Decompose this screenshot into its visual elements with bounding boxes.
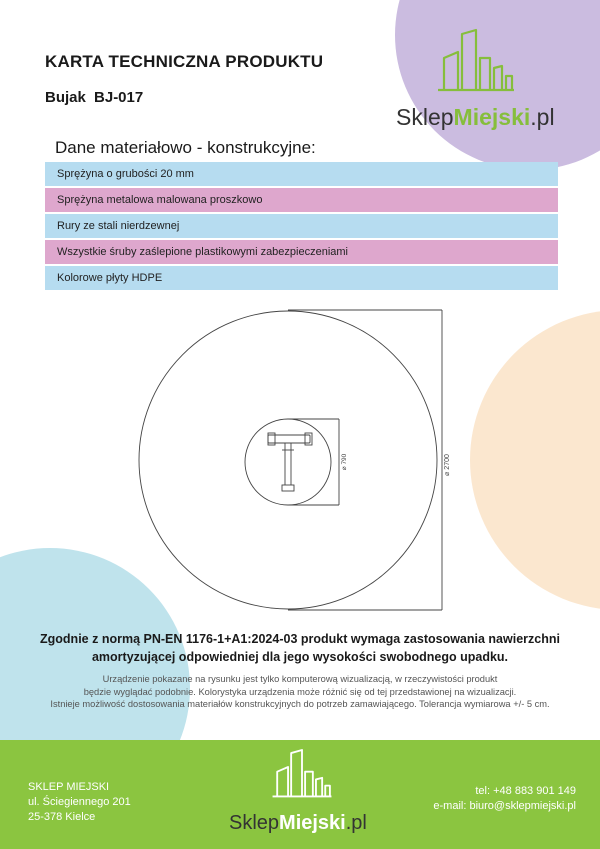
company-city: 25-378 Kielce (28, 811, 96, 823)
company-address (28, 780, 131, 825)
norm-notice: Zgodnie z normą PN-EN 1176-1+A1:2024-03 produkt wymaga zastosowania nawierzchni amortyzującej odpowiedniej dla jego wysokości swobodnego upadku. (40, 632, 560, 664)
city-buildings-logo-icon (436, 28, 516, 94)
material-item: Sprężyna o grubości 20 mm (45, 162, 558, 186)
company-name: SKLEP MIEJSKI (28, 781, 110, 793)
technical-drawing-top-view (135, 300, 465, 620)
contact-info (433, 784, 576, 814)
footer (0, 740, 600, 849)
material-item: Wszystkie śruby zaślepione plastikowymi zabezpieczeniami (45, 240, 558, 264)
material-item: Rury ze stali nierdzewnej (45, 214, 558, 238)
materials-section-title: Dane materiałowo - konstrukcyjne: (55, 138, 316, 157)
inner-diameter-label: ⌀ 790 (341, 453, 348, 471)
materials-list (45, 162, 558, 292)
document-title: KARTA TECHNICZNA PRODUKTU (45, 52, 324, 71)
disclaimer-text: Urządzenie pokazane na rysunku jest tylko komputerową wizualizacją, w rzeczywistości produkt będzie wyglądać podobnie. Kolorystyka urządzenia może różnić się od tej przedstawionej na wizualizacji. Istnieje możliwość dostosowania materiałów konstrukcyjnych do potrzeb zamawiającego. Tolerancja wymiarowa +/- 5 cm. (50, 674, 550, 709)
phone-number[interactable]: tel: +48 883 901 149 (475, 785, 576, 797)
product-name: Bujak BJ-017 (45, 89, 144, 106)
city-buildings-logo-icon (271, 746, 333, 802)
email-address[interactable]: e-mail: biuro@sklepmiejski.pl (433, 800, 576, 812)
outer-diameter-label: ⌀ 2700 (444, 454, 451, 476)
company-street: ul. Ściegiennego 201 (28, 796, 131, 808)
material-item: Kolorowe płyty HDPE (45, 266, 558, 290)
brand-logo-text: SklepMiejski.pl (396, 104, 555, 130)
material-item: Sprężyna metalowa malowana proszkowo (45, 188, 558, 212)
decorative-peach-circle (470, 310, 600, 610)
footer-brand-logo-text: SklepMiejski.pl (229, 812, 367, 834)
